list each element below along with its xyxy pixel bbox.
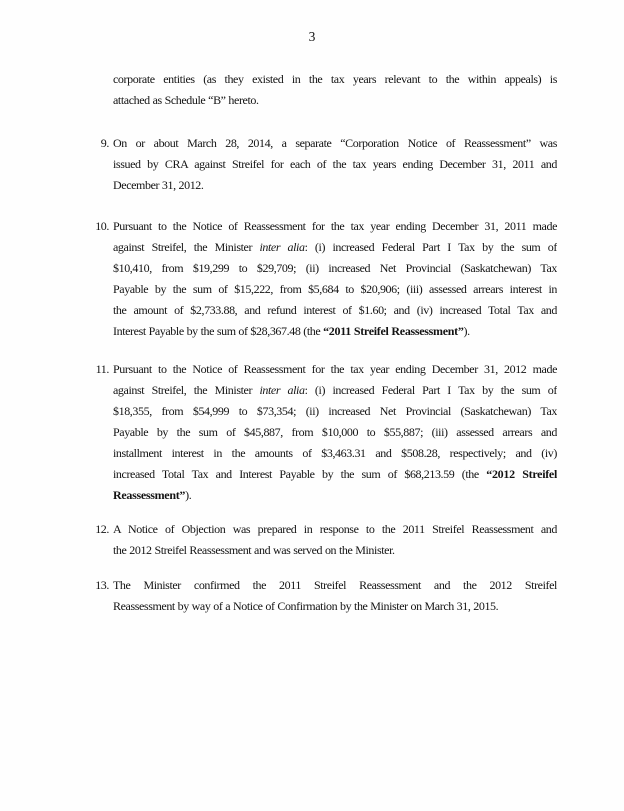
paragraph-11	[95, 359, 557, 506]
text-line	[113, 175, 557, 196]
paragraph-number: 9.	[100, 136, 109, 150]
text-run: the amount of $2,733.88, and refund interest of $1.60; and (iv) increased Total Tax and	[113, 303, 557, 317]
bold-run: Reassessment”	[113, 488, 186, 502]
text-run: Payable by the sum of $45,887, from $10,000 to $55,887; (iii) assessed arrears and	[113, 425, 557, 439]
text-run: $18,355, from $54,999 to $73,354; (ii) increased Net Provincial (Saskatchewan) Tax	[113, 404, 557, 418]
text-line	[113, 258, 557, 279]
paragraph-number: 13.	[95, 578, 109, 592]
text-line	[113, 133, 557, 154]
text-run: against Streifel, the Minister	[113, 240, 260, 254]
text-line	[113, 443, 557, 464]
text-run: against Streifel, the Minister	[113, 383, 260, 397]
text-line	[113, 540, 557, 561]
text-run: : (i) increased Federal Part I Tax by the sum of	[304, 383, 557, 397]
text-run: Pursuant to the Notice of Reassessment for the tax year ending December 31, 2012 made	[113, 362, 557, 376]
paragraph-12	[95, 519, 557, 561]
text-line	[113, 69, 557, 90]
page-number: 3	[308, 29, 316, 44]
text-run: The Minister confirmed the 2011 Streifel Reassessment and the 2012 Streifel	[113, 578, 557, 592]
italic-run: inter alia	[259, 383, 305, 397]
text-run: attached as Schedule “B” hereto.	[113, 93, 259, 107]
text-line	[113, 464, 557, 485]
text-line	[113, 422, 557, 443]
paragraph-13	[95, 575, 557, 617]
text-run: ).	[463, 324, 470, 338]
text-line	[113, 90, 557, 111]
text-run: installment interest in the amounts of $3,463.31 and $508.28, respectively; and (iv)	[113, 446, 557, 460]
text-run: $10,410, from $19,299 to $29,709; (ii) increased Net Provincial (Saskatchewan) Tax	[113, 261, 557, 275]
bold-run: “2011 Streifel Reassessment”	[323, 324, 464, 338]
text-line	[113, 321, 557, 342]
text-run: Interest Payable by the sum of $28,367.48 (the	[113, 324, 324, 338]
text-line	[113, 359, 557, 380]
text-line	[113, 401, 557, 422]
italic-run: inter alia	[259, 240, 305, 254]
document-body	[95, 69, 557, 617]
text-line	[113, 575, 557, 596]
text-run: Payable by the sum of $15,222, from $5,684 to $20,906; (iii) assessed arrears interest in	[113, 282, 557, 296]
text-line	[113, 216, 557, 237]
text-line	[113, 519, 557, 540]
text-run: issued by CRA against Streifel for each of the tax years ending December 31, 2011 and	[113, 157, 557, 171]
text-line	[113, 485, 557, 506]
text-run: increased Total Tax and Interest Payable by the sum of $68,213.59 (the	[113, 467, 487, 481]
text-run: On or about March 28, 2014, a separate “Corporation Notice of Reassessment” was	[113, 136, 557, 150]
paragraph-number: 11.	[95, 362, 109, 376]
text-run: A Notice of Objection was prepared in response to the 2011 Streifel Reassessment and	[113, 522, 557, 536]
paragraph-continuation	[113, 69, 557, 111]
text-line	[113, 300, 557, 321]
text-run: the 2012 Streifel Reassessment and was served on the Minister.	[113, 543, 395, 557]
text-line	[113, 596, 557, 617]
text-line	[113, 279, 557, 300]
text-run: corporate entities (as they existed in the tax years relevant to the within appeals) is	[113, 72, 557, 86]
text-line	[113, 237, 557, 258]
text-run: Pursuant to the Notice of Reassessment for the tax year ending December 31, 2011 made	[113, 219, 557, 233]
text-run: Reassessment by way of a Notice of Confirmation by the Minister on March 31, 2015.	[113, 599, 499, 613]
text-run: December 31, 2012.	[113, 178, 204, 192]
paragraph-10	[95, 216, 557, 342]
paragraph-number: 12.	[95, 522, 109, 536]
paragraph-9	[100, 133, 557, 196]
paragraph-number: 10.	[95, 219, 109, 233]
bold-run: “2012 Streifel	[486, 467, 557, 481]
text-line	[113, 154, 557, 175]
text-line	[113, 380, 557, 401]
text-run: ).	[185, 488, 192, 502]
text-run: : (i) increased Federal Part I Tax by the sum of	[304, 240, 557, 254]
